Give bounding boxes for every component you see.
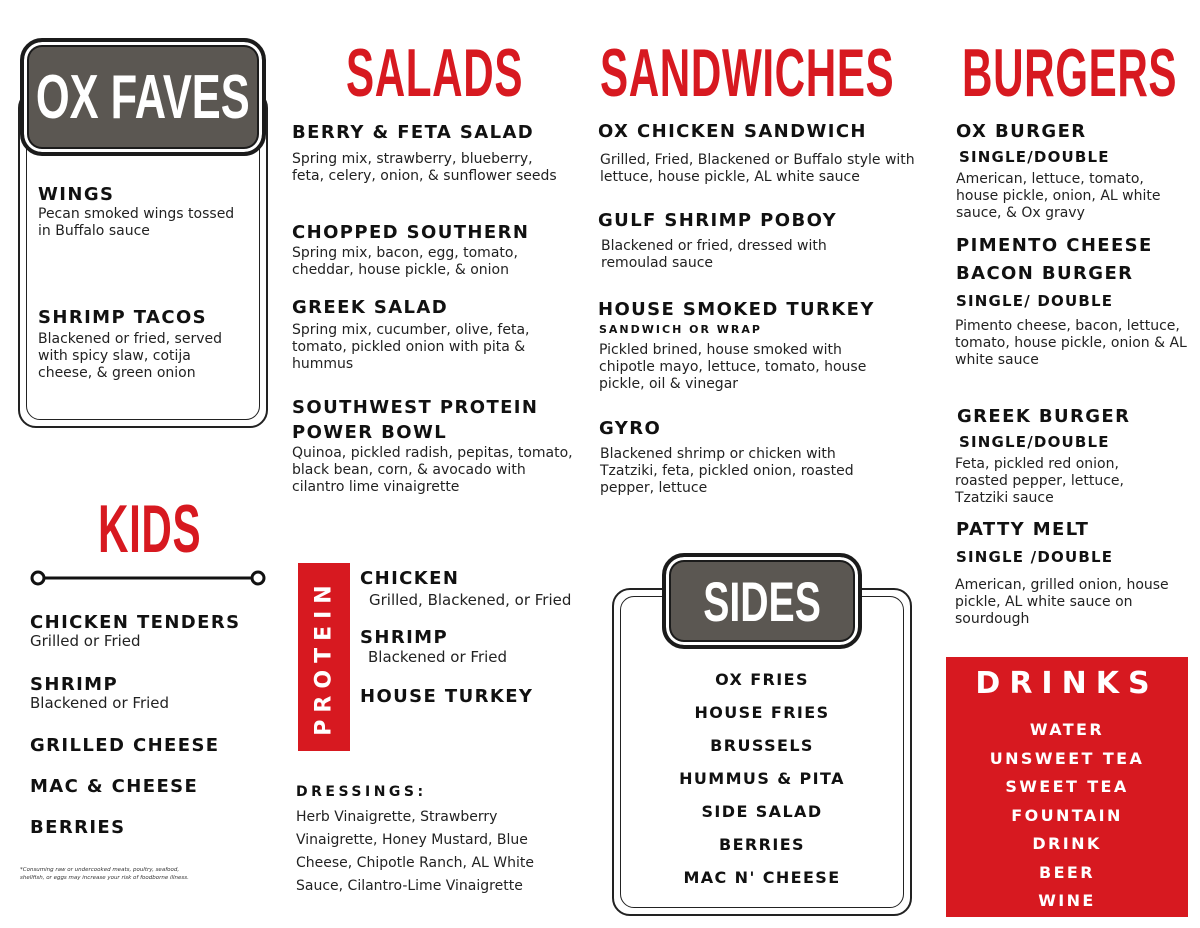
disclaimer-text: *Consuming raw or undercooked meats, poultry, seafood, shellfish, or eggs may increase your risk of foodborne illness. (20, 867, 189, 881)
side-item: HOUSE FRIES (694, 703, 830, 722)
menu-item-name: OX BURGER (956, 121, 1087, 142)
protein-label: PROTEIN (311, 578, 337, 736)
menu-item-name: CHOPPED SOUTHERN (292, 222, 530, 243)
menu-item-name: GREEK BURGER (957, 406, 1131, 427)
menu-item-desc: Spring mix, bacon, egg, tomato, cheddar, house pickle, & onion (292, 245, 518, 278)
menu-item-desc: Grilled, Fried, Blackened or Buffalo style with lettuce, house pickle, AL white sauce (600, 152, 915, 185)
side-item: MAC N' CHEESE (683, 868, 841, 887)
menu-item-name-line2: BACON BURGER (956, 263, 1134, 284)
menu-item-desc: Blackened shrimp or chicken with Tzatziki, feta, pickled onion, roasted pepper, lettuce (600, 446, 854, 496)
menu-item-desc: Spring mix, strawberry, blueberry, feta, celery, onion, & sunflower seeds (292, 151, 557, 184)
menu-item-desc: Spring mix, cucumber, olive, feta, tomato, pickled onion with pita & hummus (292, 322, 530, 372)
menu-item-sub: SINGLE/DOUBLE (959, 433, 1110, 451)
menu-item-desc: Pickled brined, house smoked with chipotle mayo, lettuce, tomato, house pickle, oil & vinegar (599, 342, 867, 392)
menu-item-name: GULF SHRIMP POBOY (598, 210, 838, 231)
menu-item-desc: Pimento cheese, bacon, lettuce, tomato, house pickle, onion & AL white sauce (955, 318, 1187, 368)
menu-item-desc: Blackened or Fried (368, 648, 508, 666)
drinks-box (946, 657, 1188, 917)
menu-item-sub: SANDWICH OR WRAP (599, 323, 762, 336)
menu-item-desc: Grilled, Blackened, or Fried (369, 591, 572, 609)
side-item: OX FRIES (715, 670, 809, 689)
menu-item-name: GRILLED CHEESE (30, 735, 220, 756)
menu-item-name: SHRIMP (30, 674, 119, 695)
menu-item-desc: Blackened or fried, dressed with remoulad sauce (601, 238, 827, 271)
dressings-title: DRESSINGS: (296, 784, 427, 800)
side-item: BERRIES (719, 835, 805, 854)
menu-item-name: OX CHICKEN SANDWICH (598, 121, 867, 142)
menu-item-desc: Blackened or fried, served with spicy slaw, cotija cheese, & green onion (38, 331, 223, 381)
drink-item: SWEET TEA (1005, 777, 1129, 796)
menu-item-name: WINGS (38, 184, 115, 205)
menu-item-desc: American, grilled onion, house pickle, AL white sauce on sourdough (955, 577, 1169, 627)
side-item: BRUSSELS (710, 736, 814, 755)
menu-item-name: CHICKEN TENDERS (30, 612, 241, 633)
ox-faves-plate (20, 38, 266, 156)
menu-item-sub: SINGLE /DOUBLE (956, 548, 1114, 566)
menu-item-name: GREEK SALAD (292, 297, 449, 318)
side-item: HUMMUS & PITA (679, 769, 845, 788)
menu-item-name: CHICKEN (360, 568, 460, 589)
burgers-title: BURGERS (962, 35, 1178, 111)
drink-item: FOUNTAIN (1011, 806, 1123, 825)
sandwiches-title: SANDWICHES (600, 35, 895, 111)
sides-plate (662, 553, 862, 649)
drink-item: BEER (1039, 863, 1095, 882)
ox-faves-title: OX FAVES (36, 62, 250, 132)
menu-item-desc: Feta, pickled red onion, roasted pepper, lettuce, Tzatziki sauce (955, 456, 1124, 506)
drink-item: WINE (1038, 891, 1096, 910)
kids-title: KIDS (98, 491, 202, 567)
menu-item-desc: Quinoa, pickled radish, pepitas, tomato, black bean, corn, & avocado with cilantro lime vinaigrette (292, 445, 573, 495)
menu-item-desc: Grilled or Fried (30, 632, 141, 650)
drink-item: WATER (1029, 720, 1105, 739)
menu-item-name: SOUTHWEST PROTEIN (292, 397, 539, 418)
salads-title: SALADS (346, 35, 524, 111)
menu-item-name: BERRY & FETA SALAD (292, 122, 535, 143)
menu-item-name: SHRIMP TACOS (38, 307, 208, 328)
menu-item-sub: SINGLE/ DOUBLE (956, 292, 1114, 310)
drinks-title: DRINKS (975, 666, 1159, 701)
dressings-text: Herb Vinaigrette, Strawberry Vinaigrette, Honey Mustard, Blue Cheese, Chipotle Ranch, AL White Sauce, Cilantro-Lime Vinaigrette (296, 809, 534, 894)
menu-item-name: MAC & CHEESE (30, 776, 199, 797)
sides-title: SIDES (703, 569, 821, 633)
menu-item-name: PIMENTO CHEESE (956, 235, 1153, 256)
menu-item-name: BERRIES (30, 817, 126, 838)
menu-item-name: SHRIMP (360, 627, 449, 648)
drink-item: DRINK (1032, 834, 1102, 853)
menu-item-name-line2: POWER BOWL (292, 422, 448, 443)
kids-divider-line (26, 568, 270, 588)
drink-item: UNSWEET TEA (989, 749, 1145, 768)
menu-item-desc: Pecan smoked wings tossed in Buffalo sauce (38, 206, 235, 239)
menu-item-desc: American, lettuce, tomato, house pickle, onion, AL white sauce, & Ox gravy (956, 171, 1161, 221)
menu-item-sub: SINGLE/DOUBLE (959, 148, 1110, 166)
menu-item-desc: Blackened or Fried (30, 694, 170, 712)
menu-item-name: HOUSE TURKEY (360, 686, 534, 707)
menu-item-name: HOUSE SMOKED TURKEY (598, 299, 875, 320)
menu-item-name: PATTY MELT (956, 519, 1090, 540)
side-item: SIDE SALAD (701, 802, 823, 821)
menu-item-name: GYRO (599, 418, 662, 439)
